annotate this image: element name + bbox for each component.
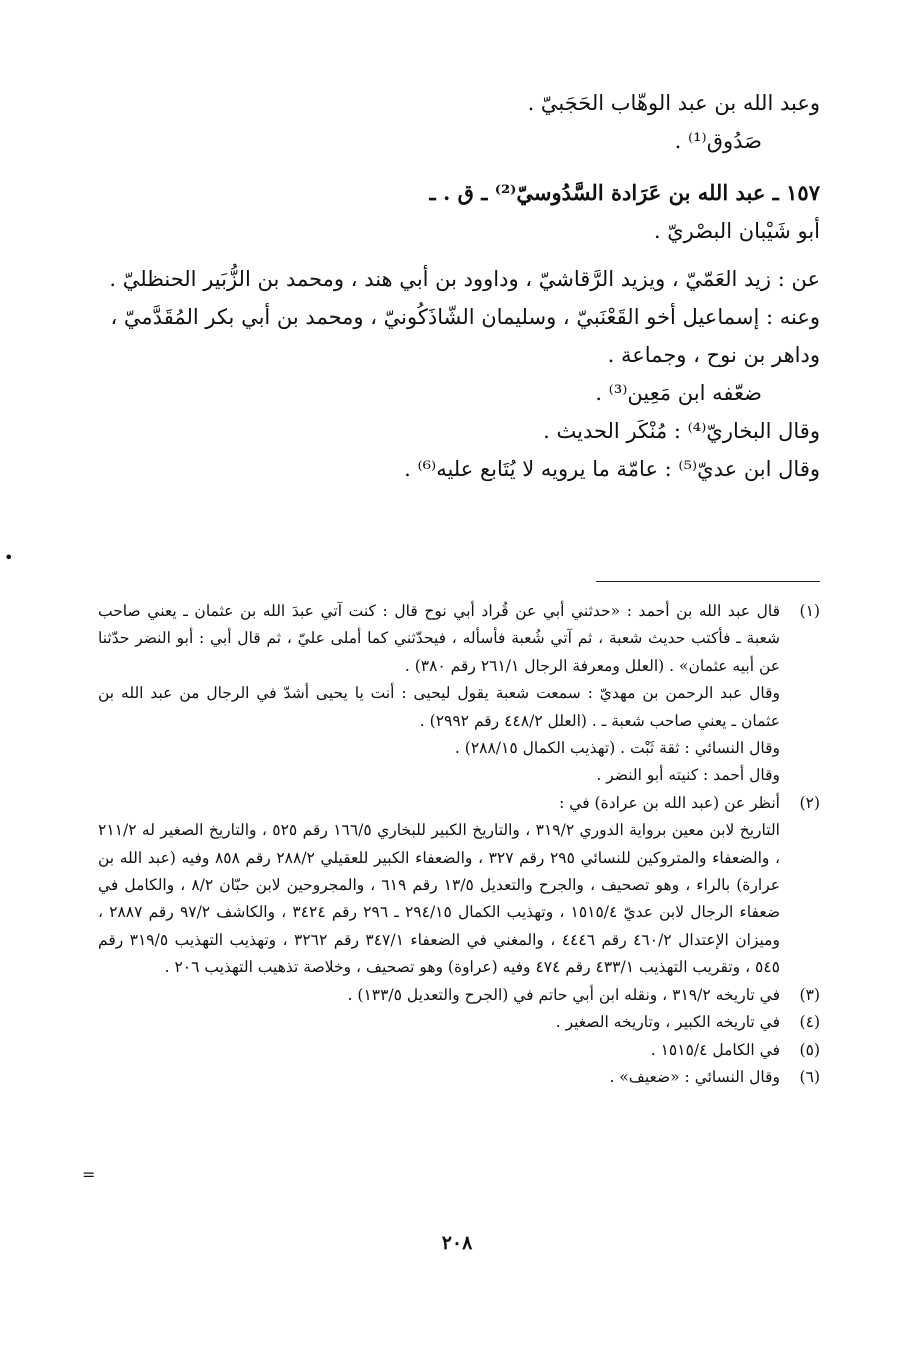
footnote xyxy=(98,598,820,790)
footnote-text: في تاريخه ٣١٩/٢ ، ونقله ابن أبي حاتم في (الجرح والتعديل ١٣٣/٥) . xyxy=(347,985,780,1004)
footnote-text: وقال عبد الرحمن بن مهديّ : سمعت شعبة يقول ليحيى : أنت يا يحيى أشدّ في الرجال من عبد الله بن عثمان ـ يعني صاحب شعبة ـ . (العلل ٤٤٨/٢ رقم ٢٩٩٢) . xyxy=(98,684,780,730)
footnote xyxy=(98,1064,820,1091)
footnote-text: وقال النسائي : ثقة ثَبْت . (تهذيب الكمال ٢٨٨/١٥) . xyxy=(454,739,780,758)
text-line: وقال ابن عديّ⁽⁵⁾ : عامّة ما يرويه لا يُتَابع عليه⁽⁶⁾ . xyxy=(404,457,820,481)
text-line: عن : زيد العَمّيّ ، ويزيد الرَّقاشيّ ، وداوود بن أبي هند ، ومحمد بن الزُّبَير الحنظليّ . xyxy=(109,267,820,291)
footnote-number: (٦) xyxy=(799,1067,820,1086)
page-number: ٢٠٨ xyxy=(441,1232,473,1254)
footnote-number: (١) xyxy=(799,602,820,620)
footnote xyxy=(98,790,820,982)
text-line: وقال البخاريّ⁽⁴⁾ : مُنْكَر الحديث . xyxy=(543,419,820,443)
text-line: وعنه : إسماعيل أخو القَعْنَبيّ ، وسليمان الشّاذَكُونيّ ، ومحمد بن أبي بكر المُقَدَّميّ ، وداهر بن نوح ، وجماعة . xyxy=(110,305,820,367)
footnote-text: وقال أحمد : كنيته أبو النضر . xyxy=(596,766,780,785)
footnote-text: في الكامل ١٥١٥/٤ . xyxy=(650,1040,780,1059)
footnote-text: في تاريخه الكبير ، وتاريخه الصغير . xyxy=(555,1013,780,1032)
footnote xyxy=(98,1037,820,1064)
footnote-number: (٤) xyxy=(799,1013,820,1032)
text-line: ضعّفه ابن مَعِين⁽³⁾ . xyxy=(595,381,762,405)
footnote-text: وقال النسائي : «ضعيف» . xyxy=(609,1067,780,1086)
entry-heading: ١٥٧ ـ عبد الله بن عَرَادة السَّدُوسيّ⁽²⁾ ـ ق . ـ xyxy=(429,180,820,205)
footnote xyxy=(98,982,820,1009)
margin-equals-mark: = xyxy=(82,1165,96,1184)
text-line: صَدُوق⁽¹⁾ . xyxy=(674,129,762,153)
footnotes xyxy=(98,598,820,1091)
text-line: أبو شَيْبان البصْريّ . xyxy=(653,219,820,243)
footnote-separator xyxy=(596,581,820,582)
text-line: وعبد الله بن عبد الوهّاب الحَجَبيّ . xyxy=(527,91,820,115)
footnote xyxy=(98,1009,820,1036)
main-text xyxy=(98,84,820,488)
footnote-text: التاريخ لابن معين برواية الدوري ٣١٩/٢ ، والتاريخ الكبير للبخاري ١٦٦/٥ رقم ٥٢٥ ، والتاريخ الصغير له ٢١١/٢ ، والضعفاء والمتروكين للنسائي ٢٩٥ رقم ٣٢٧ ، والضعفاء الكبير للعقيلي ٢٨٨/٢ رقم ٨٥٨ وفيه (عبد الله بن عرارة) بالراء ، وهو تصحيف ، والجرح والتعديل ١٣/٥ رقم ٦١٩ ، والمجروحين لابن حبّان ٨/٢ ، والكامل في ضعفاء الرجال لابن عديّ ١٥١٥/٤ ، وتهذيب الكمال ٢٩٤/١٥ ـ ٢٩٦ رقم ٣٤٢٤ ، والكاشف ٩٧/٢ رقم ٢٨٨٧ ، وميزان الإعتدال ٤٦٠/٢ رقم ٤٤٤٦ ، والمغني في الضعفاء ٣٤٧/١ رقم ٣٢٦٢ ، وتهذيب التهذيب ٣١٩/٥ رقم ٥٤٥ ، وتقريب التهذيب ٤٣٣/١ رقم ٤٧٤ وفيه (عراوة) وهو تصحيف ، وخلاصة تذهيب التهذيب ٢٠٦ . xyxy=(98,821,781,977)
footnote-number: (٢) xyxy=(799,793,820,812)
margin-dot-mark: • xyxy=(4,548,14,567)
footnote-text: قال عبد الله بن أحمد : «حدثني أبي عن قُراد أبي نوح قال : كنت آتي عبدَ الله بن عثمان ـ يعني صاحب شعبة ـ فأكتب حديث شعبة ، ثم آتي شُعبة فأسأله ، فيحدّثني كما أملى عليّ ، ثم قال أبي : أبو النضر حدّثنا عن أبيه عثمان» . (العلل ومعرفة الرجال ٢٦١/١ رقم ٣٨٠) . xyxy=(98,602,780,675)
footnote-text: أنظر عن (عبد الله بن عرادة) في : xyxy=(559,793,780,812)
footnote-number: (٥) xyxy=(799,1040,820,1059)
footnote-number: (٣) xyxy=(799,985,820,1004)
